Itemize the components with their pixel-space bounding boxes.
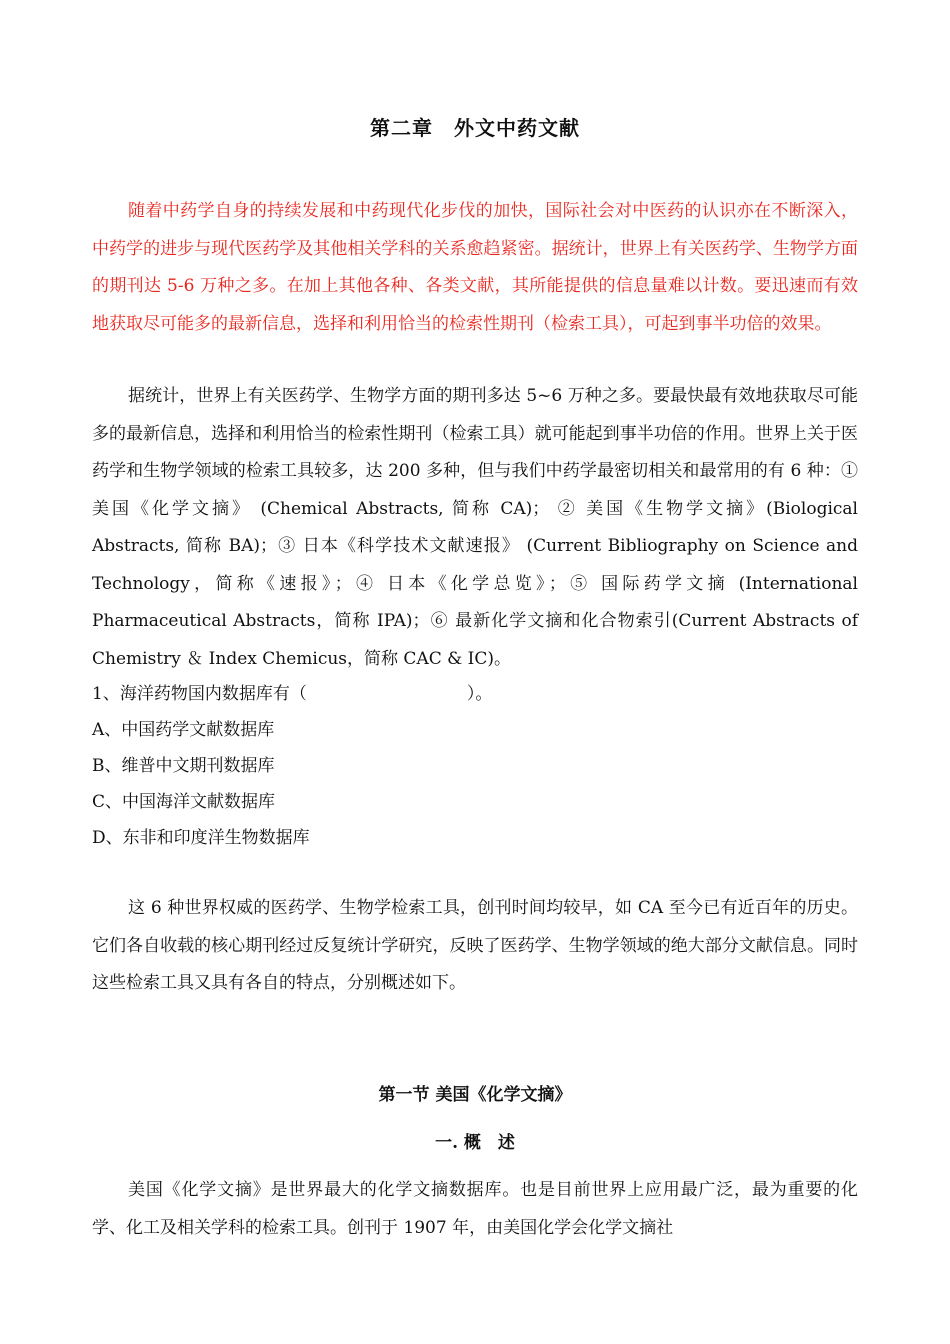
history-paragraph: 这 6 种世界权威的医药学、生物学检索工具，创刊时间均较早，如 CA 至今已有近百年的历史。它们各自收载的核心期刊经过反复统计学研究，反映了医药学、生物学领域的绝大部分文献信息。同时这些检索工具又具有各自的特点，分别概述如下。 bbox=[92, 898, 858, 993]
intro-paragraph-red: 随着中药学自身的持续发展和中药现代化步伐的加快，国际社会对中医药的认识亦在不断深入，中药学的进步与现代医药学及其他相关学科的关系愈趋紧密。据统计，世界上有关医药学、生物学方面的期刊达 5-6 万种之多。在加上其他各种、各类文献，其所能提供的信息量难以计数。要迅速而有效地获取尽可能多的最新信息，选择和利用恰当的检索性期刊（检索工具），可起到事半功倍的效果。 bbox=[92, 201, 858, 334]
question-stem bbox=[92, 676, 858, 712]
subsection-title: 一. 概 述 bbox=[435, 1133, 515, 1153]
option-d: D、东非和印度洋生物数据库 bbox=[92, 828, 310, 848]
option-a: A、中国药学文献数据库 bbox=[92, 720, 275, 740]
stats-paragraph: 据统计，世界上有关医药学、生物学方面的期刊多达 5~6 万种之多。要最快最有效地获取尽可能多的最新信息，选择和利用恰当的检索性期刊（检索工具）就可能起到事半功倍的作用。世界上关于医药学和生物学领域的检索工具较多，达 200 多种，但与我们中药学最密切相关和最常用的有 6 种：① 美国《化学文摘》 (Chemical Abstracts, 简称 CA)； ② 美国《生物学文摘》(Biological Abstracts, 简称 BA)；③ 日本《科学技术文献速报》 (Current Bibliography on Science and Technology，简称《速报》；④ 日本《化学总览》；⑤ 国际药学文摘 (International Pharmaceutical Abstracts，简称 IPA)；⑥ 最新化学文摘和化合物索引(Current Abstracts of Chemistry ＆ Index Chemicus，简称 CAC & IC)。 bbox=[92, 386, 858, 669]
option-b: B、维普中文期刊数据库 bbox=[92, 756, 275, 776]
option-c: C、中国海洋文献数据库 bbox=[92, 792, 276, 812]
chapter-title: 第二章 外文中药文献 bbox=[370, 116, 580, 140]
ca-paragraph: 美国《化学文摘》是世界最大的化学文摘数据库。也是目前世界上应用最广泛，最为重要的化学、化工及相关学科的检索工具。创刊于 1907 年，由美国化学会化学文摘社 bbox=[92, 1180, 858, 1238]
question-stem-start: 1、海洋药物国内数据库有（ bbox=[92, 684, 307, 704]
question-stem-end: ）。 bbox=[466, 684, 493, 704]
section-title: 第一节 美国《化学文摘》 bbox=[378, 1085, 572, 1105]
